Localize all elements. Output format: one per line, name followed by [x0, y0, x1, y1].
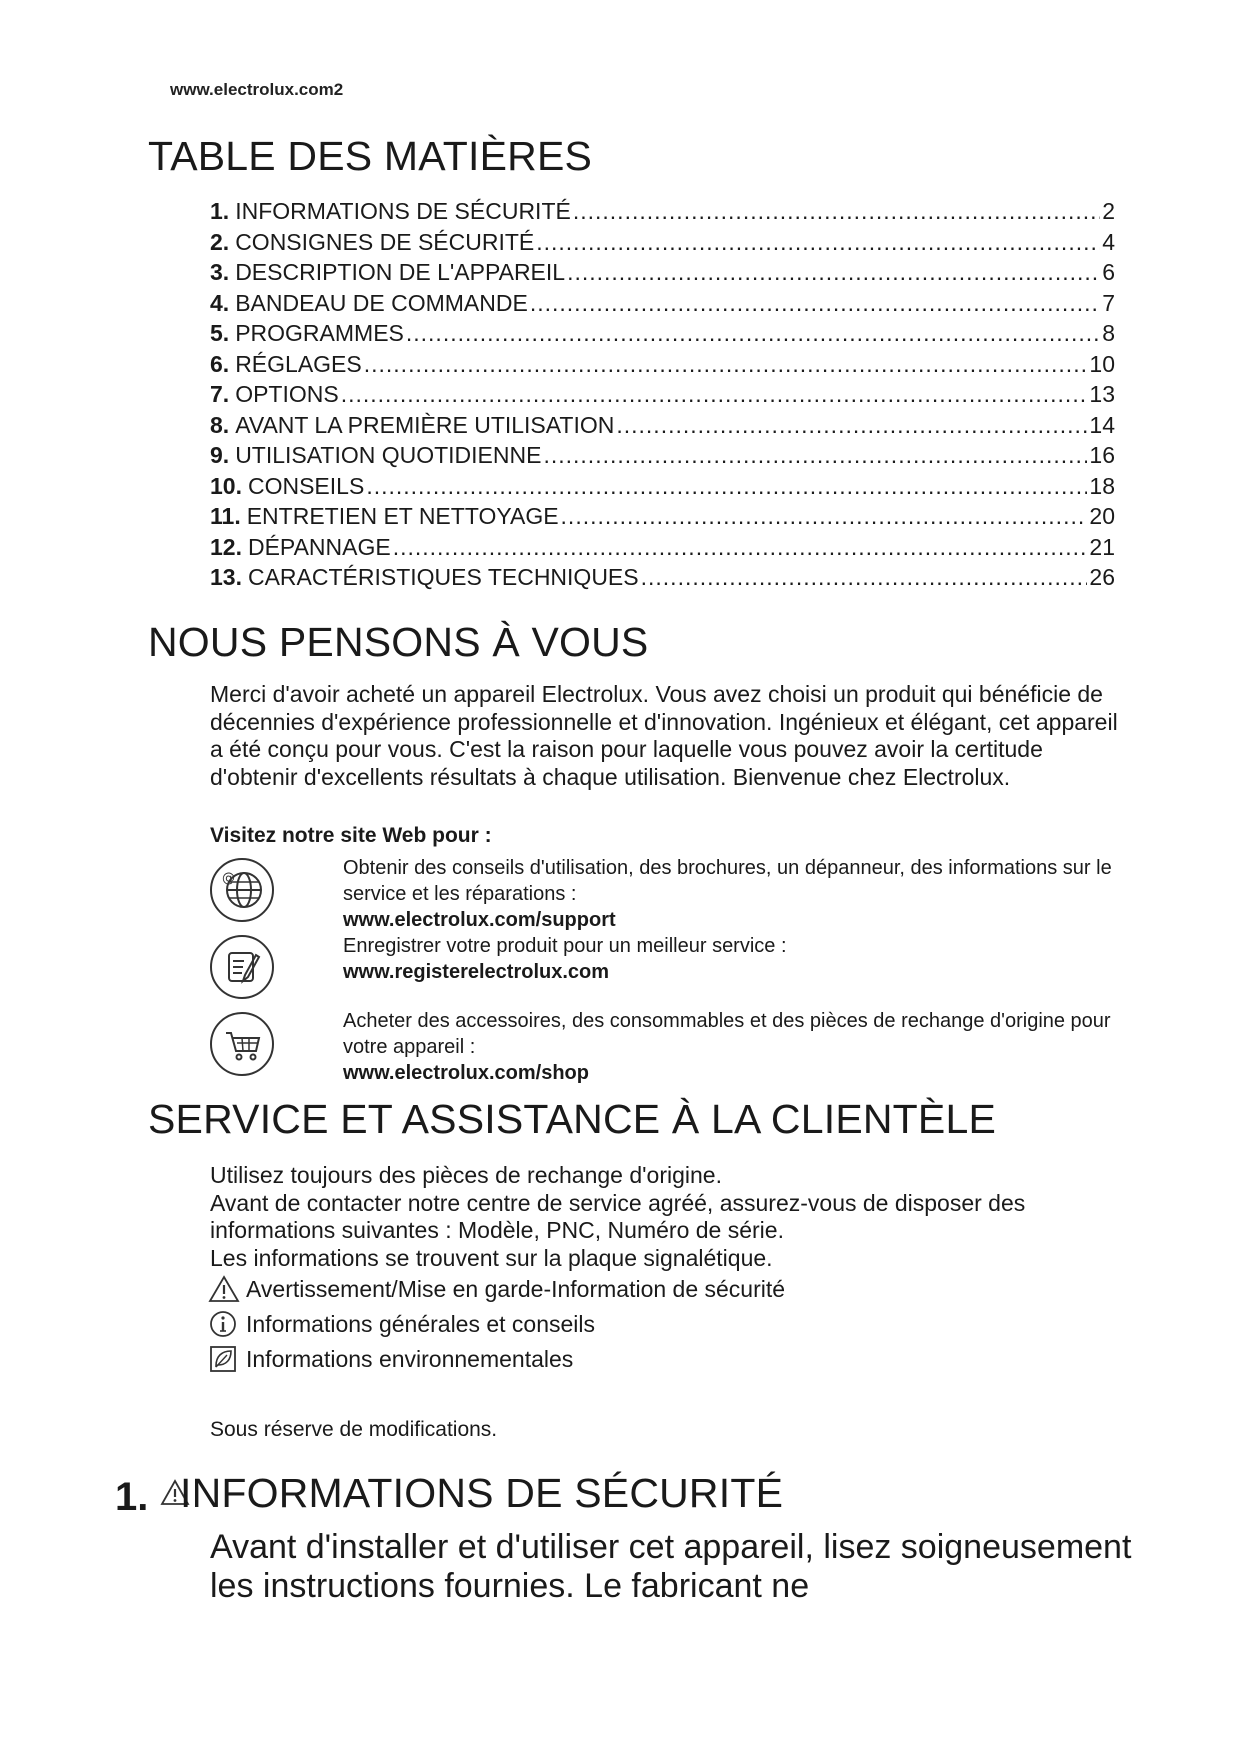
visit-title: Visitez notre site Web pour :	[210, 824, 492, 847]
toc-item[interactable]: 11. ENTRETIEN ET NETTOYAGE ..... 20	[210, 501, 1115, 532]
legend-warning-text: Avertissement/Mise en garde-Information de sécurité	[246, 1275, 786, 1302]
register-link[interactable]: www.registerelectrolux.com	[343, 961, 610, 983]
service-paragraph	[210, 1162, 1130, 1272]
modifications-note: Sous réserve de modifications.	[210, 1418, 498, 1441]
shopping-cart-icon	[210, 1012, 274, 1076]
legend-environment-text: Informations environnementales	[246, 1345, 574, 1372]
toc-title: TABLE DES MATIÈRES	[148, 133, 593, 179]
toc-item[interactable]: 2. CONSIGNES DE SÉCURITÉ ..... 4	[210, 227, 1115, 258]
link-support	[343, 855, 1123, 933]
link-support-text: Obtenir des conseils d'utilisation, des brochures, un dépanneur, des informations sur le service et les réparations :	[343, 857, 1112, 905]
section-number: 1.	[115, 1475, 149, 1519]
table-of-contents	[210, 196, 1115, 593]
legend-environment	[208, 1344, 573, 1374]
warning-icon	[208, 1274, 240, 1304]
section-title: INFORMATIONS DE SÉCURITÉ	[180, 1470, 784, 1516]
intro-paragraph: Merci d'avoir acheté un appareil Electrolux. Vous avez choisi un produit qui bénéficie de décennies d'expérience professionnelle et d'innovation. Ingénieux et élégant, cet appareil a été conçu pour vous. C'est la raison pour laquelle vous pouvez avoir la certitude d'obtenir d'excellents résultats à chaque utilisation. Bienvenue chez Electrolux.	[210, 681, 1118, 790]
service-title: SERVICE ET ASSISTANCE À LA CLIENTÈLE	[148, 1096, 997, 1142]
toc-item[interactable]: 12. DÉPANNAGE ..... 21	[210, 532, 1115, 563]
globe-icon	[210, 858, 274, 922]
legend-info-text: Informations générales et conseils	[246, 1310, 596, 1337]
shop-link[interactable]: www.electrolux.com/shop	[343, 1062, 589, 1084]
section-body: Avant d'installer et d'utiliser cet appareil, lisez soigneusement les instructions fournies. Le fabricant ne	[210, 1528, 1132, 1605]
toc-item[interactable]: 5. PROGRAMMES ..... 8	[210, 318, 1115, 349]
service-line: Utilisez toujours des pièces de rechange d'origine.	[210, 1162, 722, 1188]
link-shop	[343, 1008, 1123, 1086]
link-register-text: Enregistrer votre produit pour un meilleur service :	[343, 935, 787, 957]
toc-item[interactable]: 7. OPTIONS ..... 13	[210, 379, 1115, 410]
toc-item[interactable]: 6. RÉGLAGES ..... 10	[210, 349, 1115, 380]
site-header-url: www.electrolux.com2	[170, 80, 344, 99]
toc-item[interactable]: 10. CONSEILS ..... 18	[210, 471, 1115, 502]
support-link[interactable]: www.electrolux.com/support	[343, 909, 616, 931]
thinking-title: NOUS PENSONS À VOUS	[148, 619, 649, 665]
toc-item[interactable]: 9. UTILISATION QUOTIDIENNE ..... 16	[210, 440, 1115, 471]
legend-info	[208, 1309, 595, 1339]
legend-warning	[208, 1274, 785, 1304]
link-shop-text: Acheter des accessoires, des consommables et des pièces de rechange d'origine pour votre appareil :	[343, 1010, 1111, 1058]
svg-text:@: @	[222, 871, 235, 886]
toc-item[interactable]: 13. CARACTÉRISTIQUES TECHNIQUES ..... 26	[210, 562, 1115, 593]
toc-item[interactable]: 8. AVANT LA PREMIÈRE UTILISATION ..... 14	[210, 410, 1115, 441]
toc-item[interactable]: 4. BANDEAU DE COMMANDE ..... 7	[210, 288, 1115, 319]
service-line: Les informations se trouvent sur la plaque signalétique.	[210, 1244, 773, 1271]
info-icon	[208, 1309, 240, 1339]
register-icon	[210, 935, 274, 999]
service-line: Avant de contacter notre centre de service agréé, assurez-vous de disposer des informations suivantes : Modèle, PNC, Numéro de série.	[210, 1189, 1026, 1243]
link-register	[343, 933, 1123, 985]
toc-item[interactable]: 1. INFORMATIONS DE SÉCURITÉ ..... 2	[210, 196, 1115, 227]
leaf-icon	[208, 1344, 240, 1374]
toc-item[interactable]: 3. DESCRIPTION DE L'APPAREIL ..... 6	[210, 257, 1115, 288]
